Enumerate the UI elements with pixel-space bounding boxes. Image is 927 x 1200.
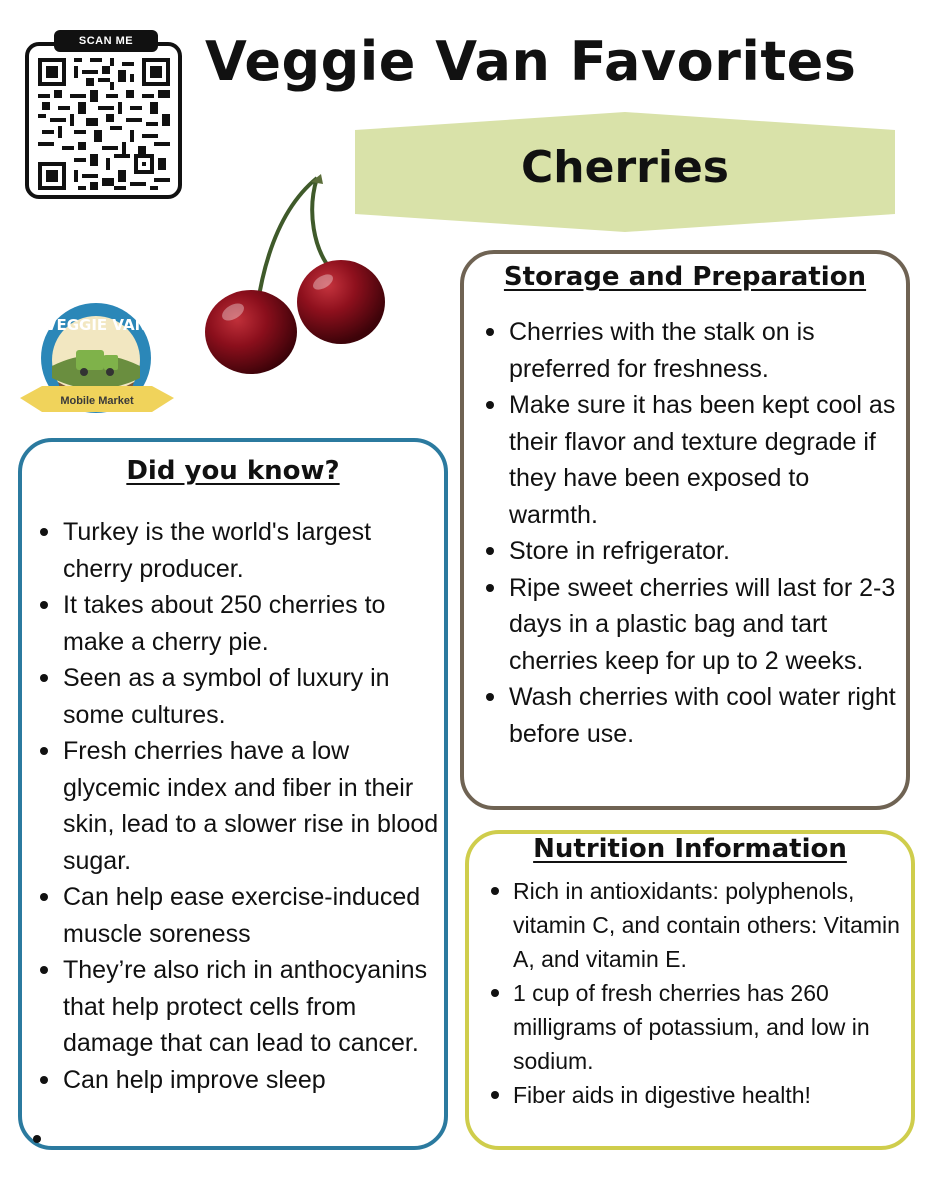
list-item: Rich in antioxidants: polyphenols, vitamin C, and contain others: Vitamin A, and vitamin E. bbox=[513, 874, 905, 976]
empty-bullet bbox=[33, 1135, 41, 1143]
list-item: Turkey is the world's largest cherry producer. bbox=[63, 514, 439, 587]
subtitle-cherries: Cherries bbox=[521, 142, 729, 193]
storage-card bbox=[460, 250, 910, 810]
list-item: Ripe sweet cherries will last for 2-3 days in a plastic bag and tart cherries keep for up to 2 weeks. bbox=[509, 570, 901, 680]
list-item: Store in refrigerator. bbox=[509, 533, 901, 570]
list-item: They’re also rich in anthocyanins that help protect cells from damage that can lead to cancer. bbox=[63, 952, 439, 1062]
list-item: Fresh cherries have a low glycemic index and fiber in their skin, lead to a slower rise in blood sugar. bbox=[63, 733, 439, 879]
list-item: Seen as a symbol of luxury in some cultures. bbox=[63, 660, 439, 733]
list-item: 1 cup of fresh cherries has 260 milligrams of potassium, and low in sodium. bbox=[513, 976, 905, 1078]
list-item: Can help ease exercise-induced muscle soreness bbox=[63, 879, 439, 952]
nutrition-heading: Nutrition Information bbox=[533, 834, 847, 864]
list-item: Fiber aids in digestive health! bbox=[513, 1078, 905, 1112]
list-item: It takes about 250 cherries to make a cherry pie. bbox=[63, 587, 439, 660]
cherries-illustration bbox=[195, 170, 395, 385]
logo-ribbon-text: Mobile Market bbox=[60, 395, 134, 407]
list-item: Wash cherries with cool water right before use. bbox=[509, 679, 901, 752]
list-item: Make sure it has been kept cool as their flavor and texture degrade if they have been exposed to warmth. bbox=[509, 387, 901, 533]
scan-me-label: SCAN ME bbox=[54, 30, 158, 52]
did-you-know-heading: Did you know? bbox=[126, 456, 340, 486]
storage-list bbox=[509, 314, 901, 752]
did-you-know-card bbox=[18, 438, 448, 1150]
list-item: Cherries with the stalk on is preferred for freshness. bbox=[509, 314, 901, 387]
veggie-van-logo bbox=[18, 300, 178, 425]
did-you-know-list bbox=[63, 514, 439, 1098]
list-item: Can help improve sleep bbox=[63, 1062, 439, 1099]
nutrition-card bbox=[465, 830, 915, 1150]
storage-heading: Storage and Preparation bbox=[503, 262, 867, 292]
logo-top-text: VEGGIE VAN bbox=[44, 316, 148, 334]
nutrition-list bbox=[513, 874, 905, 1112]
qr-code-image[interactable] bbox=[38, 58, 170, 190]
page-title: Veggie Van Favorites bbox=[205, 30, 857, 93]
